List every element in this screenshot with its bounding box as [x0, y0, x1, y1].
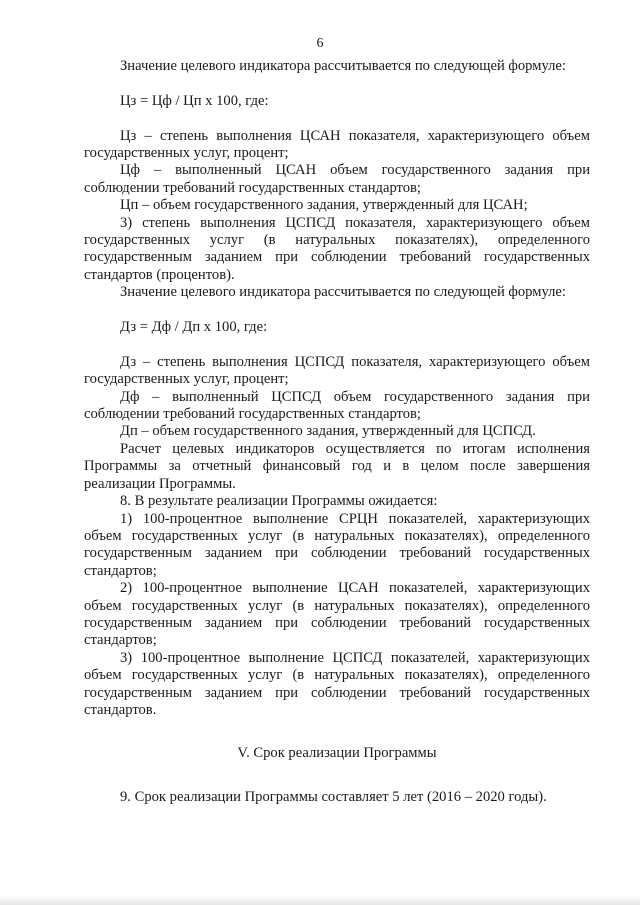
formula-cspsd: Дз = Дф / Дп х 100, где:	[120, 319, 268, 336]
expected-result-3: 3) 100-процентное выполнение ЦСПСД показателей, характеризующих объем государственных услуг (в натуральных показателях), определенного государственным заданием при соблюдении требований государственных стандартов.	[84, 649, 590, 718]
section-heading: V. Срок реализации Программы	[237, 745, 437, 762]
page-number: 6	[316, 36, 324, 51]
formula-intro-2: Значение целевого индикатора рассчитывается по следующей формуле:	[120, 284, 566, 301]
definition-dp: Дп – объем государственного задания, утвержденный для ЦСПСД.	[120, 423, 536, 440]
document-body	[84, 58, 590, 806]
definition-df: Дф – выполненный ЦСПСД объем государственного задания при соблюдении требований государственных стандартов;	[84, 388, 590, 423]
calculation-note: Расчет целевых индикаторов осуществляется по итогам исполнения Программы за отчетный финансовый год и в целом после завершения реализации Программы.	[84, 440, 590, 492]
expected-result-1: 1) 100-процентное выполнение СРЦН показателей, характеризующих объем государственных услуг (в натуральных показателях), определенного государственным заданием при соблюдении требований государственных стандартов;	[84, 510, 590, 579]
expected-result-2: 2) 100-процентное выполнение ЦСАН показателей, характеризующих объем государственных услуг (в натуральных показателях), определенного государственным заданием при соблюдении требований государственных стандартов;	[84, 580, 590, 649]
final-paragraph: 9. Срок реализации Программы составляет 5 лет (2016 – 2020 годы).	[120, 788, 547, 805]
indicator-item-3: 3) степень выполнения ЦСПСД показателя, характеризующего объем государственных услуг (в натуральных показателях), определенного государственным заданием при соблюдении требований государственных стандартов (процентов).	[84, 214, 590, 283]
definition-dz: Дз – степень выполнения ЦСПСД показателя, характеризующего объем государственных услуг, процент;	[84, 353, 590, 388]
expected-results-heading: 8. В результате реализации Программы ожидается:	[120, 493, 438, 510]
definition-cz: Цз – степень выполнения ЦСАН показателя, характеризующего объем государственных услуг, процент;	[84, 127, 590, 161]
formula-csan: Цз = Цф / Цп х 100, где:	[120, 92, 269, 109]
formula-intro-1: Значение целевого индикатора рассчитывается по следующей формуле:	[120, 58, 566, 74]
definition-cp: Цп – объем государственного задания, утвержденный для ЦСАН;	[120, 197, 528, 214]
definition-cf: Цф – выполненный ЦСАН объем государственного задания при соблюдении требований государственных стандартов;	[84, 162, 590, 196]
scan-bottom-edge	[0, 895, 640, 905]
